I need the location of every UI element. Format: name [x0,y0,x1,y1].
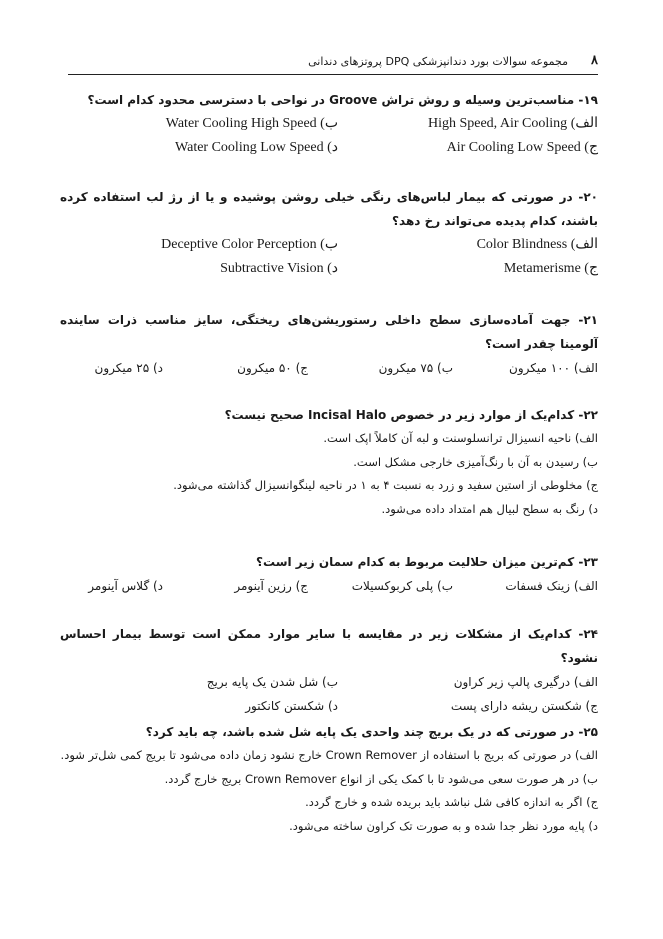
option-d: د) ۲۵ میکرون [94,361,163,375]
question-stem: ۲۰- در صورتی که بیمار لباس‌های رنگی خیلی روشن پوشیده و یا از رژ لب استفاده کرده باشند، کدام پدیده می‌تواند رخ دهد؟ [60,190,598,228]
option-a: الف) درگیری پالپ زیر کراون [453,675,598,689]
option-b: ب) شل شدن یک پایه بریج [206,675,338,689]
option-d: د) پایه مورد نظر جدا شده و به صورت تک کراون ساخته می‌شود. [289,818,598,833]
option-d: د) شکستن کانکتور [245,699,338,713]
option-c: ج) شکستن ریشه دارای پست [450,699,598,713]
options-row [60,257,598,281]
option-a: الف) در صورتی که بریج با استفاده از Crown Remover خارج نشود زمان داده می‌شود تا بریج کمی شل‌تر شود. [60,748,598,762]
question-24 [60,622,598,718]
question-21 [60,308,598,380]
option-a: الف) زینک فسفات [505,579,598,593]
option-b: ب) پلی کربوکسیلات [351,579,453,593]
option-b: ب) Water Cooling High Speed [165,116,338,131]
option-c: ج) رزین آینومر [234,579,308,593]
option-b: ب) Deceptive Color Perception [161,237,338,252]
options-row [60,574,598,598]
option-d: د) رنگ به سطح لبیال هم امتداد داده می‌شود. [381,501,598,516]
options-row [60,356,598,380]
option-b: ب) ۷۵ میکرون [378,361,453,375]
page-header [68,50,598,75]
question-25 [60,720,598,838]
option-d: د) گلاس آینومر [88,579,163,593]
question-stem: ۱۹- مناسب‌ترین وسیله و روش تراش Groove در نواحی با دسترسی محدود کدام است؟ [87,93,598,107]
options-row [60,136,598,160]
option-c: ج) ۵۰ میکرون [237,361,308,375]
option-a: الف) High Speed, Air Cooling [427,116,598,131]
options-row [60,694,598,718]
page-number: ۸ [591,53,598,68]
options-row [60,233,598,257]
question-stem: ۲۲- کدام‌یک از موارد زیر در خصوص Incisal Halo صحیح نیست؟ [224,408,598,422]
option-d: د) Water Cooling Low Speed [175,140,338,155]
option-a: الف) Color Blindness [476,237,598,252]
option-c: ج) اگر به اندازه کافی شل نباشد باید بریده شده و خارج گردد. [305,795,598,809]
question-stem: ۲۴- کدام‌یک از مشکلات زیر در مقایسه با سایر موارد ممکن است توسط بیمار احساس نشود؟ [60,627,598,665]
options-row [60,670,598,694]
question-23 [60,550,598,598]
question-19 [60,88,598,160]
option-d: د) Subtractive Vision [220,261,338,276]
option-c: ج) Air Cooling Low Speed [446,140,598,155]
question-22 [60,403,598,521]
option-a: الف) ناحیه انسیزال ترانسلوسنت و لبه آن کاملاً اپک است. [323,431,598,445]
option-b: ب) در هر صورت سعی می‌شود تا با کمک یکی از انواع Crown Remover بریج خارج گردد. [164,771,598,786]
question-20 [60,185,598,281]
option-c: ج) مخلوطی از استین سفید و زرد به نسبت ۴ به ۱ در ناحیه لینگوانسیزال گذاشته می‌شود. [173,478,598,492]
question-stem: ۲۳- کم‌ترین میزان حلالیت مربوط به کدام سمان زیر است؟ [256,555,598,569]
question-stem: ۲۵- در صورتی که در یک بریج چند واحدی یک پایه شل شده باشد، چه باید کرد؟ [145,725,598,739]
option-b: ب) رسیدن به آن با رنگ‌آمیزی خارجی مشکل است. [353,454,598,469]
options-row [60,112,598,136]
question-stem: ۲۱- جهت آماده‌سازی سطح داخلی رستوریشن‌های ریختگی، سایز مناسب ذرات ساینده آلومینا چقدر است؟ [60,313,598,351]
option-c: ج) Metamerisme [503,261,598,276]
running-title: مجموعه سوالات بورد دندانپزشکی DPQ پروتزهای دندانی [308,55,568,68]
option-a: الف) ۱۰۰ میکرون [509,361,598,375]
